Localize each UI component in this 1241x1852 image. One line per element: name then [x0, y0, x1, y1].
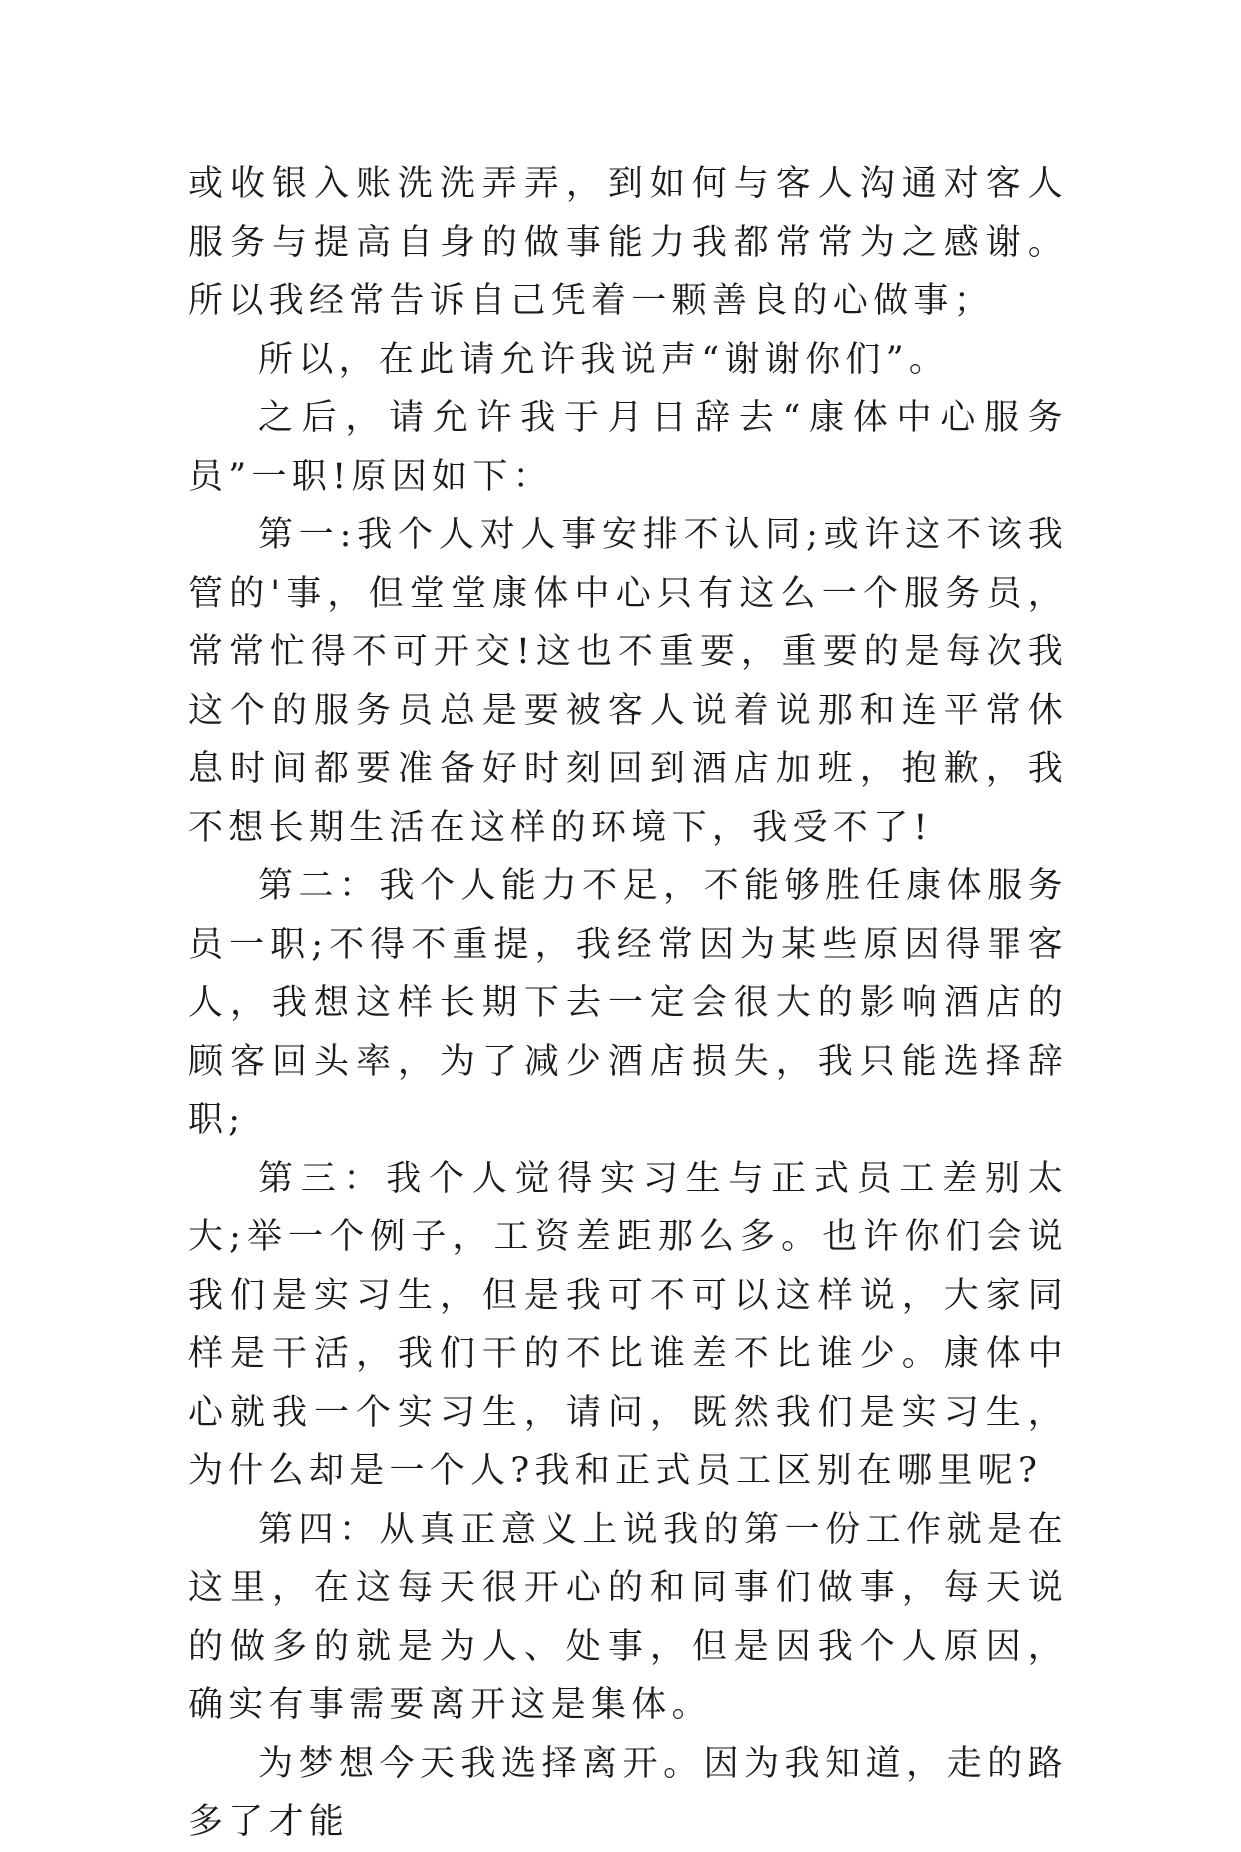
paragraph-thanks-continued: 或收银入账洗洗弄弄，到如何与客人沟通对客人服务与提高自身的做事能力我都常常为之感谢。所以我经常告诉自己凭着一颗善良的心做事；: [188, 164, 1068, 321]
paragraph-closing: 为梦想今天我选择离开。因为我知道，走的路多了才能: [188, 1743, 1068, 1842]
paragraph-reason-two: 第二：我个人能力不足，不能够胜任康体服务员一职;不得不重提，我经常因为某些原因得罪客人，我想这样长期下去一定会很大的影响酒店的顾客回头率，为了减少酒店损失，我只能选择辞职;: [188, 866, 1068, 1140]
paragraph-reason-three: 第三：我个人觉得实习生与正式员工差别太大;举一个例子，工资差距那么多。也许你们会说我们是实习生，但是我可不可以这样说，大家同样是干活，我们干的不比谁差不比谁少。康体中心就我一个实习生，请问，既然我们是实习生，为什么却是一个人?我和正式员工区别在哪里呢?: [188, 1158, 1068, 1491]
body-text: [188, 155, 1068, 1852]
paragraph-thank-you: 所以，在此请允许我说声“谢谢你们”。: [258, 339, 950, 380]
paragraph-reason-four: 第四：从真正意义上说我的第一份工作就是在这里，在这每天很开心的和同事们做事，每天说的做多的就是为人、处事，但是因我个人原因，确实有事需要离开这是集体。: [188, 1509, 1068, 1725]
paragraph-reason-one: 第一:我个人对人事安排不认同;或许这不该我管的'事，但堂堂康体中心只有这么一个服务员，常常忙得不可开交!这也不重要，重要的是每次我这个的服务员总是要被客人说着说那和连平常休息时间都要准备好时刻回到酒店加班，抱歉，我不想长期生活在这样的环境下，我受不了!: [188, 515, 1068, 848]
paragraph-resignation-notice: 之后，请允许我于月日辞去“康体中心服务员”一职!原因如下：: [188, 398, 1068, 497]
